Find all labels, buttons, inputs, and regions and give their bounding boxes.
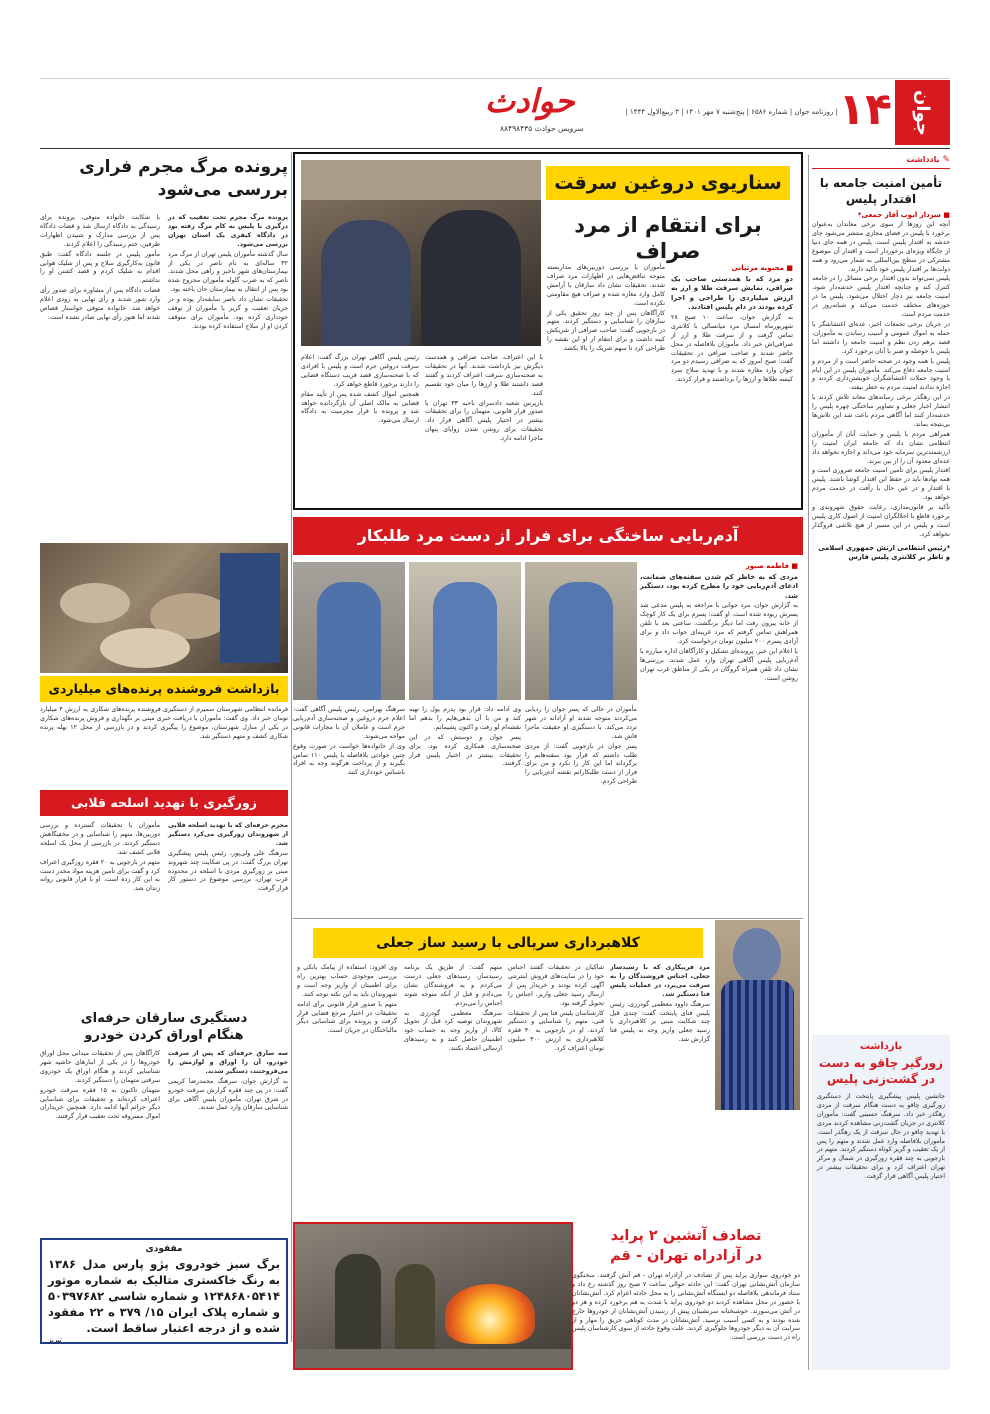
kidnap-col-4 (293, 706, 405, 779)
birds-title: بازداشت فروشنده پرنده‌های میلیاردی (40, 676, 288, 702)
suspect-figure (549, 582, 613, 700)
left-story-paragraph: با شکایت خانواده متوفی، پرونده برای رسیدگی به دادگاه ارسال شد و قضات دادگاه پس از بررسی مدارک و شنیدن اظهارات طرفین، ختم رسیدگی را اعلام کردند. (40, 214, 160, 248)
kidnap-paragraph: سرهنگ بهرامی، رئیس پلیس آگاهی گفت: اعلام جرم دروغین و صحنه‌سازی آدم‌ربایی جرم است و عاملان آن با مجازات قانونی مواجه می‌شوند. (293, 706, 405, 740)
lost-notice-title: مفقودی (145, 1244, 183, 1254)
kidnap-title-bar (293, 517, 803, 555)
section-editor: سرویس حوادث ۸۸۴۹۸۴۳۵ (500, 124, 584, 133)
editorial-kicker: ✎ یادداشت (812, 155, 950, 169)
editorial-paragraph: تأکید بر قانون‌مداری، رعایت حقوق شهروندی و برخورد قاطع با اخلالگران امنیت از اصول کاری پلیس است و پلیس در این مسیر از هیچ تلاشی فروگذار نخواهد کرد. (812, 504, 950, 538)
suspect-figure (433, 582, 497, 700)
masthead (40, 80, 950, 150)
section-title: حوادث (485, 82, 575, 120)
kidnap-paragraph: به گزارش جوان، مرد جوانی با مراجعه به پلیس مدعی شد پسرش ربوده شده است. او گفت: پسرم برای یک کار کوچک از خانه بیرون رفت اما دیگر برنگشت. ساعتی بعد با تلفن همراهش تماس گرفتم که مرد غریبه‌ای جواب داد و برای آزادی پسرم ۲۰۰ میلیون تومان درخواست کرد. (640, 602, 798, 646)
fraud-paragraph: مرد فریبکاری که با رسیدساز جعلی، اجناس فروشندگان را به سرقت می‌برد، در عملیات پلیس فتا دستگیر شد. (610, 964, 710, 998)
kidnap-col-3 (409, 706, 521, 770)
bullying-paragraph: مجرم حرفه‌ای که با تهدید اسلحه قلابی از شهروندان زورگیری می‌کرد دستگیر شد. (168, 822, 288, 847)
lead-paragraph: همچنین اموال کشف شده پس از تأیید مقام قضایی به مالک اصلی آن بازگردانده خواهد شد و پرونده با قرار مجرمیت به دادگاه ارسال می‌شود. (301, 390, 419, 425)
fraud-col-1 (610, 964, 710, 1046)
fraud-paragraph: وی افزود: استفاده از پیامک بانکی و بررسی موجودی حساب بهترین راه برای اطمینان از واریز وجه است و شهروندان باید به این نکته توجه کنند. (297, 964, 397, 998)
bird-shape (100, 628, 190, 668)
bullying-paragraph: سرهنگ علی ولی‌پور، رئیس پلیس پیشگیری تهران بزرگ گفت: در پی شکایت چند شهروند مبنی بر زورگیری مردی با اسلحه در محدوده غرب تهران، بررسی موضوع در دستور کار قرار گرفت. (168, 849, 288, 893)
fraud-paragraph: کارشناسان پلیس فتا پس از تحقیقات فنی، متهم را شناسایی و دستگیر کردند. او در بازجویی به ۴۰ فقره کلاهبرداری به ارزش ۳۰۰ میلیون تومان اعتراف کرد. (508, 1009, 604, 1053)
fraud-title: کلاهبرداری سریالی با رسید ساز جعلی (313, 928, 703, 958)
lead-text-col-4 (301, 354, 419, 427)
left-story-paragraph: پرونده مرگ مجرم تحت تعقیب که در درگیری با پلیس به کام مرگ رفته بود در دادگاه کیفری یک استان تهران بررسی می‌شود. (168, 214, 288, 248)
masthead-rule-top (40, 78, 950, 79)
firefighter-figure (335, 1254, 381, 1364)
birds-photo (40, 543, 288, 673)
bird-shape (60, 583, 130, 623)
fire-title: تصادف آتشین ۲ پراید در آزادراه تهران - قم (610, 1228, 762, 1264)
section-phone: ۸۸۴۹۸۴۳۵ (500, 124, 533, 133)
fraud-paragraph: شاکیان در تحقیقات گفتند اجناس خود را در سایت‌های فروش اینترنتی آگهی کرده بودند و خریدار پس از ارسال رسید جعلی واریز، اجناس را تحویل گرفته بود. (508, 964, 604, 1007)
editorial-body (812, 221, 950, 540)
lead-text-col-1 (671, 264, 793, 386)
left-story-col-2 (40, 214, 160, 324)
editorial-paragraph: در این رهگذر برخی رسانه‌های معاند تلاش کردند با انتشار اخبار جعلی و تصاویر ساختگی چهره پلیس را خدشه‌دار کنند اما آگاهی مردم باعث شد این تلاش‌ها بی‌نتیجه بماند. (812, 394, 950, 428)
lead-title-line2: برای انتقام از مرد صراف (574, 213, 762, 263)
lead-photo-figure (321, 220, 411, 346)
kidnap-paragraph: با اعلام این خبر، پرونده‌ای تشکیل و کارآگاهان اداره مبارزه با آدم‌ربایی پلیس آگاهی تهران وارد عمل شدند. بررسی‌ها نشان داد تلفن همراه گروگان در یکی از مناطق غرب تهران روشن است. (640, 647, 798, 682)
car-title: دستگیری سارقان حرفه‌ای هنگام اوراق کردن خودرو (80, 1011, 248, 1043)
arrest-box-kicker: بازداشت (859, 1041, 903, 1052)
kidnap-photo-1 (293, 562, 405, 700)
lead-title-line1: سناریوی دروغین سرقت (546, 166, 790, 200)
lead-story (293, 152, 803, 510)
arrest-box-text: جانشین پلیس پیشگیری پایتخت از دستگیری زورگیری چاقو به دست هنگام سرقت از مردی رهگذر خبر داد. سرهنگ حسینی گفت: مأموران کلانتری در جریان گشت‌زنی مشاهده کردند مردی با تهدید چاقو در حال سرقت از یک رهگذر است. مأموران بلافاصله وارد عمل شدند و متهم را پس از یک تعقیب و گریز کوتاه دستگیر کردند. متهم در بازجویی به چند فقره زورگیری در شمال و مرکز تهران اعتراف کرد و برای تحقیقات بیشتر در اختیار پلیس آگاهی قرار گرفت. (817, 1093, 945, 1181)
fire-photo (293, 1222, 573, 1370)
car-paragraph: به گزارش جوان، سرهنگ محمدرضا کریمی گفت: در پی چند فقره گزارش سرقت خودرو در شرق تهران، مأموران پلیس آگاهی برای شناسایی سارقان وارد عمل شدند. (168, 1077, 288, 1112)
lead-photo-figure (421, 210, 521, 346)
square-icon: ■ (786, 264, 793, 272)
car-col-2 (40, 1050, 160, 1123)
car-paragraph: متهمان تاکنون به ۱۵ فقره سرقت خودرو اعتراف کرده‌اند و تحقیقات برای شناسایی دیگر جرائم آنها ادامه دارد. همچنین خریداران اموال مسروقه تحت تعقیب قرار گرفتند. (40, 1086, 160, 1121)
fraud-paragraph: متهم با صدور قرار قانونی برای ادامه تحقیقات در اختیار مرجع قضایی قرار گرفت و پرونده برای شناسایی دیگر مالباختگان در جریان است. (297, 1000, 397, 1035)
kidnap-photo-3 (525, 562, 637, 700)
lost-notice-text: برگ سبز خودروی پژو پارس مدل ۱۳۸۶ به رنگ خاکستری متالیک به شماره موتور ۱۲۴۸۶۸۰۵۴۱۴ و شماره شاسی ۵۰۳۹۷۶۸۲ و شماره پلاک ایران ۱۵/ ۳۷۹ ه ۲۲ مفقود شده و از درجه اعتبار ساقط است. (48, 1257, 280, 1335)
editorial-author: ■ سردار ایوب آقاز جمعی* (857, 211, 950, 219)
left-story-paragraph: سال گذشته مأموران پلیس تهران از مرگ مرد ۳۲ ساله‌ای به نام ناصر در یکی از بیمارستان‌های شهر باخبر و راهی محل شدند. ناصر که به ضرب گلوله مأموران مجروح شده بود پس از انتقال به بیمارستان جان باخته بود. (168, 250, 288, 294)
lead-paragraph: با این اعتراف، صاحب صرافی و همدست دیگرش نیز بازداشت شدند. آنها در تحقیقات به صحنه‌سازی سرقت اعتراف کردند و گفتند قصد داشتند طلا و ارزها را میان خود تقسیم کنند. (425, 354, 543, 397)
section-rule (293, 918, 803, 919)
left-story-col-1 (168, 214, 288, 333)
kidnap-byline: ■ فاطمه صبور (745, 562, 798, 570)
birds-text: فرمانده انتظامی شهرستان سمیرم از دستگیری فروشنده پرنده‌های شکاری به ارزش ۴ میلیارد تومان خبر داد. وی گفت: مأموران با دریافت خبری مبنی بر نگهداری و فروش پرنده‌های شکاری در یکی از منازل شهرستان، موضوع را پیگیری کردند و در بازرسی از محل ۱۲ بهله پرنده شکاری کشف و متهم دستگیر شد. (40, 706, 289, 740)
kidnap-col-2 (525, 706, 637, 788)
editorial-paragraph: در جریان برخی تجمعات اخیر، عده‌ای اغتشاشگر با حمله به اموال عمومی و آسیب رساندن به مأموران، قصد برهم زدن نظم و امنیت جامعه را داشتند اما پلیس با حوصله و صبر با آنان برخورد کرد. (812, 320, 950, 355)
masthead-logo: جوان (912, 89, 933, 136)
kidnap-paragraph: مأموران در حالی که پسر جوان را ردیابی می‌کردند متوجه شدند او آزادانه در شهر تردد می‌کند. با دستگیری او حقیقت ماجرا فاش شد. (525, 706, 637, 740)
kidnap-paragraph: پسر جوان در بازجویی گفت: از مردی طلب داشتم که قرار بود سفته‌هایم را برگرداند اما این کار را نکرد و من برای فرار از دست طلبکارانم نقشه آدم‌ربایی را طراحی کردم. (525, 742, 637, 786)
fraud-paragraph: متهم گفت: از طریق یک برنامه رسیدساز، رسیدهای جعلی درست می‌کردم و به فروشندگان نشان می‌دادم و قبل از آنکه متوجه شوند اجناس را می‌بردم. (404, 964, 502, 1007)
suspect-body (721, 980, 794, 1110)
lead-byline: ■ محبوبه مرتیانی (731, 264, 793, 272)
editorial-paragraph: آنچه این روزها از سوی برخی معاندان به‌عنوان برخورد با پلیس در فضای مجازی منتشر می‌شود جای خدشه به اقتدار پلیس است. پلیس در همه جای دنیا از جایگاه ویژه‌ای برخوردار است و اقتدار آن موضوع مشترکی در سطح بین‌المللی به شمار می‌رود و همه دولت‌ها بر اقتدار پلیس خود تأکید دارند. (812, 221, 950, 273)
fraud-col-2 (508, 964, 604, 1055)
fire-flame (445, 1284, 535, 1344)
editorial-paragraph: پلیس نمی‌تواند بدون اقتدار برخی مسائل را در جامعه کنترل کند و چنانچه اقتدار پلیس خدشه‌دار شود، امنیت جامعه نیز دچار اختلال می‌شود. پلیس ما در حوزه‌های مختلف خدمت می‌کند و شبانه‌روز در خدمت مردم است. (812, 275, 950, 319)
lead-paragraph: بازپرس شعبه دادسرای ناحیه ۳۳ تهران با صدور قرار قانونی، متهمان را برای تحقیقات بیشتر در اختیار پلیس آگاهی قرار داد. تحقیقات برای روشن شدن زوایای پنهان ماجرا ادامه دارد. (425, 399, 543, 443)
kidnap-lede: مردی که به خاطر کم شدن سفته‌های ضمانت، ادعای آدم‌ربایی خود را مطرح کرده بود، دستگیر شد. (640, 572, 798, 600)
lost-notice (40, 1238, 288, 1344)
lead-photo (301, 160, 541, 346)
car-col-1 (168, 1050, 288, 1114)
road-shape (295, 1349, 573, 1370)
editorial-signature: *رئیس انتظامی ارتش جمهوری اسلامی و ناظر بر کلانتری پلیس فارس (818, 543, 950, 561)
suspect-head (733, 928, 781, 984)
lead-paragraph: رئیس پلیس آگاهی تهران بزرگ گفت: اعلام سرقت دروغین جرم است و پلیس با افرادی که با صحنه‌سازی قصد فریب دستگاه قضایی را دارند برخورد قاطع خواهد کرد. (301, 354, 419, 388)
lead-text-col-2 (547, 264, 665, 355)
bullying-paragraph: متهم در بازجویی به ۲۰ فقره زورگیری اعتراف کرد و گفت برای تأمین هزینه مواد مخدر دست به این کار زده است. او با قرار قانونی روانه زندان شد. (40, 858, 160, 893)
fraud-paragraph: سرهنگ داوود معظمی گودرزی، رئیس پلیس فتای پایتخت گفت: چندی قبل چند شکایت مبنی بر کلاهبرداری با رسید جعلی واریز وجه به پلیس فتا گزارش شد. (610, 1000, 710, 1044)
col-divider (291, 152, 292, 1342)
kidnap-paragraph: پسر جوان و دوستش که در این صحنه‌سازی همکاری کرده بود، برای تحقیقات بیشتر در اختیار پلیس قرار گرفتند. (409, 733, 521, 768)
cloth-shape (220, 553, 280, 663)
arrest-box (812, 1035, 950, 1370)
left-story-paragraph: تحقیقات نشان داد ناصر سابقه‌دار بوده و در جریان تعقیب و گریز با مأموران از توقف خودداری کرده بود. مأموران برای متوقف کردن او از سلاح استفاده کرده بودند. (168, 296, 288, 330)
editorial-title: تأمین امنیت جامعه با اقتدار پلیس (819, 176, 943, 206)
lead-paragraph: کارآگاهان پس از چند روز تحقیق یکی از سارقان را شناسایی و دستگیر کردند. متهم در بازجویی گفت: صاحب صرافی از شریکش کینه داشت و برای انتقام از او این نقشه را طراحی کرد تا سهم شریک را بالا بکشد. (547, 309, 665, 353)
lead-paragraph: مأموران با بررسی دوربین‌های مداربسته متوجه تناقض‌هایی در اظهارات مرد صراف شدند. تحقیقات نشان داد سارقان با آرامش کامل وارد مغازه شده و صراف هیچ مقاومتی نکرده است. (547, 264, 665, 307)
fire-text: دو خودروی سواری پراید پس از تصادف در آزادراه تهران - قم آتش گرفتند. سخنگوی سازمان آتش‌نشانی تهران گفت: این حادثه حوالی ساعت ۷ صبح روز گذشته رخ داد و ستاد فرماندهی بلافاصله دو ایستگاه آتش‌نشانی را به محل حادثه اعزام کرد. آتش‌نشانان با حضور در محل مشاهده کردند دو خودروی پراید با شدت به هم برخورد کرده و هر دو در آتش می‌سوزند. خوشبختانه سرنشینان پیش از رسیدن آتش‌نشانان از خودروها خارج شده بودند و به کسی آسیب نرسید. آتش‌نشانان در مدت کوتاهی حریق را مهار و از سرایت آن به دیگر خودروها جلوگیری کردند. علت وقوع حادثه از سوی کارشناسان پلیس راه در دست بررسی است. (572, 1272, 800, 1342)
lead-title (543, 166, 793, 272)
bullying-col-2 (40, 822, 160, 895)
suspect-figure (317, 582, 381, 700)
lead-photo-wall (301, 160, 541, 200)
kidnap-paragraph: وی از خانواده‌ها خواست در صورت وقوع چنین حوادثی بلافاصله با پلیس ۱۱۰ تماس بگیرند و از پرداخت هرگونه وجه به افراد ناشناس خودداری کنند. (293, 742, 405, 777)
square-icon: ■ (791, 562, 798, 570)
kidnap-paragraph: وی ادامه داد: قرار بود پدرم پول را تهیه کند و من با آن بدهی‌هایم را بدهم اما نقشه‌ام لو رفت و اکنون پشیمانم. (409, 706, 521, 731)
kidnap-photo-2 (409, 562, 521, 700)
masthead-logo-box (895, 80, 950, 145)
masthead-rule (40, 148, 950, 149)
editorial-paragraph: پلیس با همه وجود در صحنه حاضر است و از مردم و امنیت جامعه دفاع می‌کند. مأموران پلیس در این ایام با وجود حملات اغتشاشگران خویشتن‌داری کردند و اجازه ندادند امنیت مردم به خطر بیفتد. (812, 357, 950, 392)
left-story (40, 152, 288, 537)
dateline: | روزنامه جوان | شماره ۶۵۸۶ | پنج‌شنبه ۷ مهر ۱۴۰۱ | ۳ ربیع‌الاول ۱۴۴۴ | (625, 108, 838, 116)
fraud-col-3 (404, 964, 502, 1055)
editorial-paragraph: اقتدار پلیس برای تأمین امنیت جامعه ضروری است و همه نهادها باید در حفظ این اقتدار کوشا باشند. پلیس با اقتدار و در عین حال با رأفت در خدمت مردم خواهد بود. (812, 467, 950, 502)
square-icon: ■ (943, 211, 950, 219)
left-story-title: پرونده مرگ مجرم فراری بررسی می‌شود (79, 157, 288, 200)
kidnap-col-1 (640, 562, 798, 685)
fraud-photo (715, 920, 800, 1110)
left-story-paragraph: مأمور پلیس در جلسه دادگاه گفت: طبق قانون به‌کارگیری سلاح و پس از شلیک هوایی اقدام به شلیک کردم و قصد کشتن او را نداشتم. (40, 250, 160, 285)
car-paragraph: سه سارق حرفه‌ای که پس از سرقت خودرو، آن را اوراق و لوازمش را می‌فروختند، دستگیر شدند. (168, 1050, 288, 1075)
col-divider (808, 155, 809, 1370)
bullying-col-1 (168, 822, 288, 895)
lead-lede: دو مرد که با همدستی صاحب یک صرافی، نمایش سرقت طلا و ارز به ارزش میلیاردی را طراحی و اجرا کرده بودند در دام پلیس افتادند. (671, 274, 793, 312)
fraud-col-4 (297, 964, 397, 1037)
editorial-paragraph: همراهی مردم با پلیس و حمایت آنان از مأموران انتظامی نشان داد که جامعه ایران امنیت را ارزشمندترین سرمایه خود می‌داند و اجازه نخواهد داد عده‌ای معدود آن را از بین ببرند. (812, 430, 950, 465)
pen-icon: ✎ (942, 155, 950, 165)
lost-notice-city: تبریز (48, 1336, 62, 1344)
page-number: ۱۴ (838, 84, 892, 135)
lead-paragraph: به گزارش جوان، ساعت ۱۰ صبح ۲۸ شهریورماه امسال مرد میانسالی با کلانتری تماس گرفت و از سرقت طلا و ارز از صرافی‌اش خبر داد. مأموران بلافاصله در محل حاضر شدند و صاحب صرافی در تحقیقات گفت: صبح امروز که به صرافی رسیدم دو مرد جوان وارد مغازه شدند و با تهدید سلاح سرد کیسه طلاها و ارزها را برداشتند و فرار کردند. (671, 313, 793, 384)
car-paragraph: کارآگاهان پس از تحقیقات میدانی محل اوراق خودروها را در یکی از انبارهای حاشیه شهر شناسایی کردند و هنگام اوراق یک خودروی سرقتی متهمان را دستگیر کردند. (40, 1050, 160, 1084)
bullying-title: زورگیری با تهدید اسلحه قلابی (40, 790, 288, 816)
kidnap-title: آدم‌ربایی ساختگی برای فرار از دست مرد طلبکار (357, 526, 739, 545)
left-story-paragraph: قضات دادگاه پس از مشاوره برای صدور رأی وارد شور شدند و رأی نهایی به زودی اعلام خواهد شد. خانواده متوفی خواستار قصاص شدند اما هنوز رأی نهایی صادر نشده است. (40, 287, 160, 321)
arrest-box-title: زورگیر چاقو به دست در گشت‌زنی پلیس (818, 1056, 944, 1086)
fraud-paragraph: سرهنگ معظمی گودرزی به شهروندان توصیه کرد قبل از تحویل کالا، از واریز وجه به حساب خود اطمینان حاصل کنند و به رسیدهای ارسالی اعتماد نکنند. (404, 1009, 502, 1053)
lead-text-col-3 (425, 354, 543, 445)
bullying-paragraph: مأموران با تحقیقات گسترده و بررسی دوربین‌ها، متهم را شناسایی و در مخفیگاهش دستگیر کردند. در بازرسی از محل یک اسلحه قلابی کشف شد. (40, 822, 160, 856)
